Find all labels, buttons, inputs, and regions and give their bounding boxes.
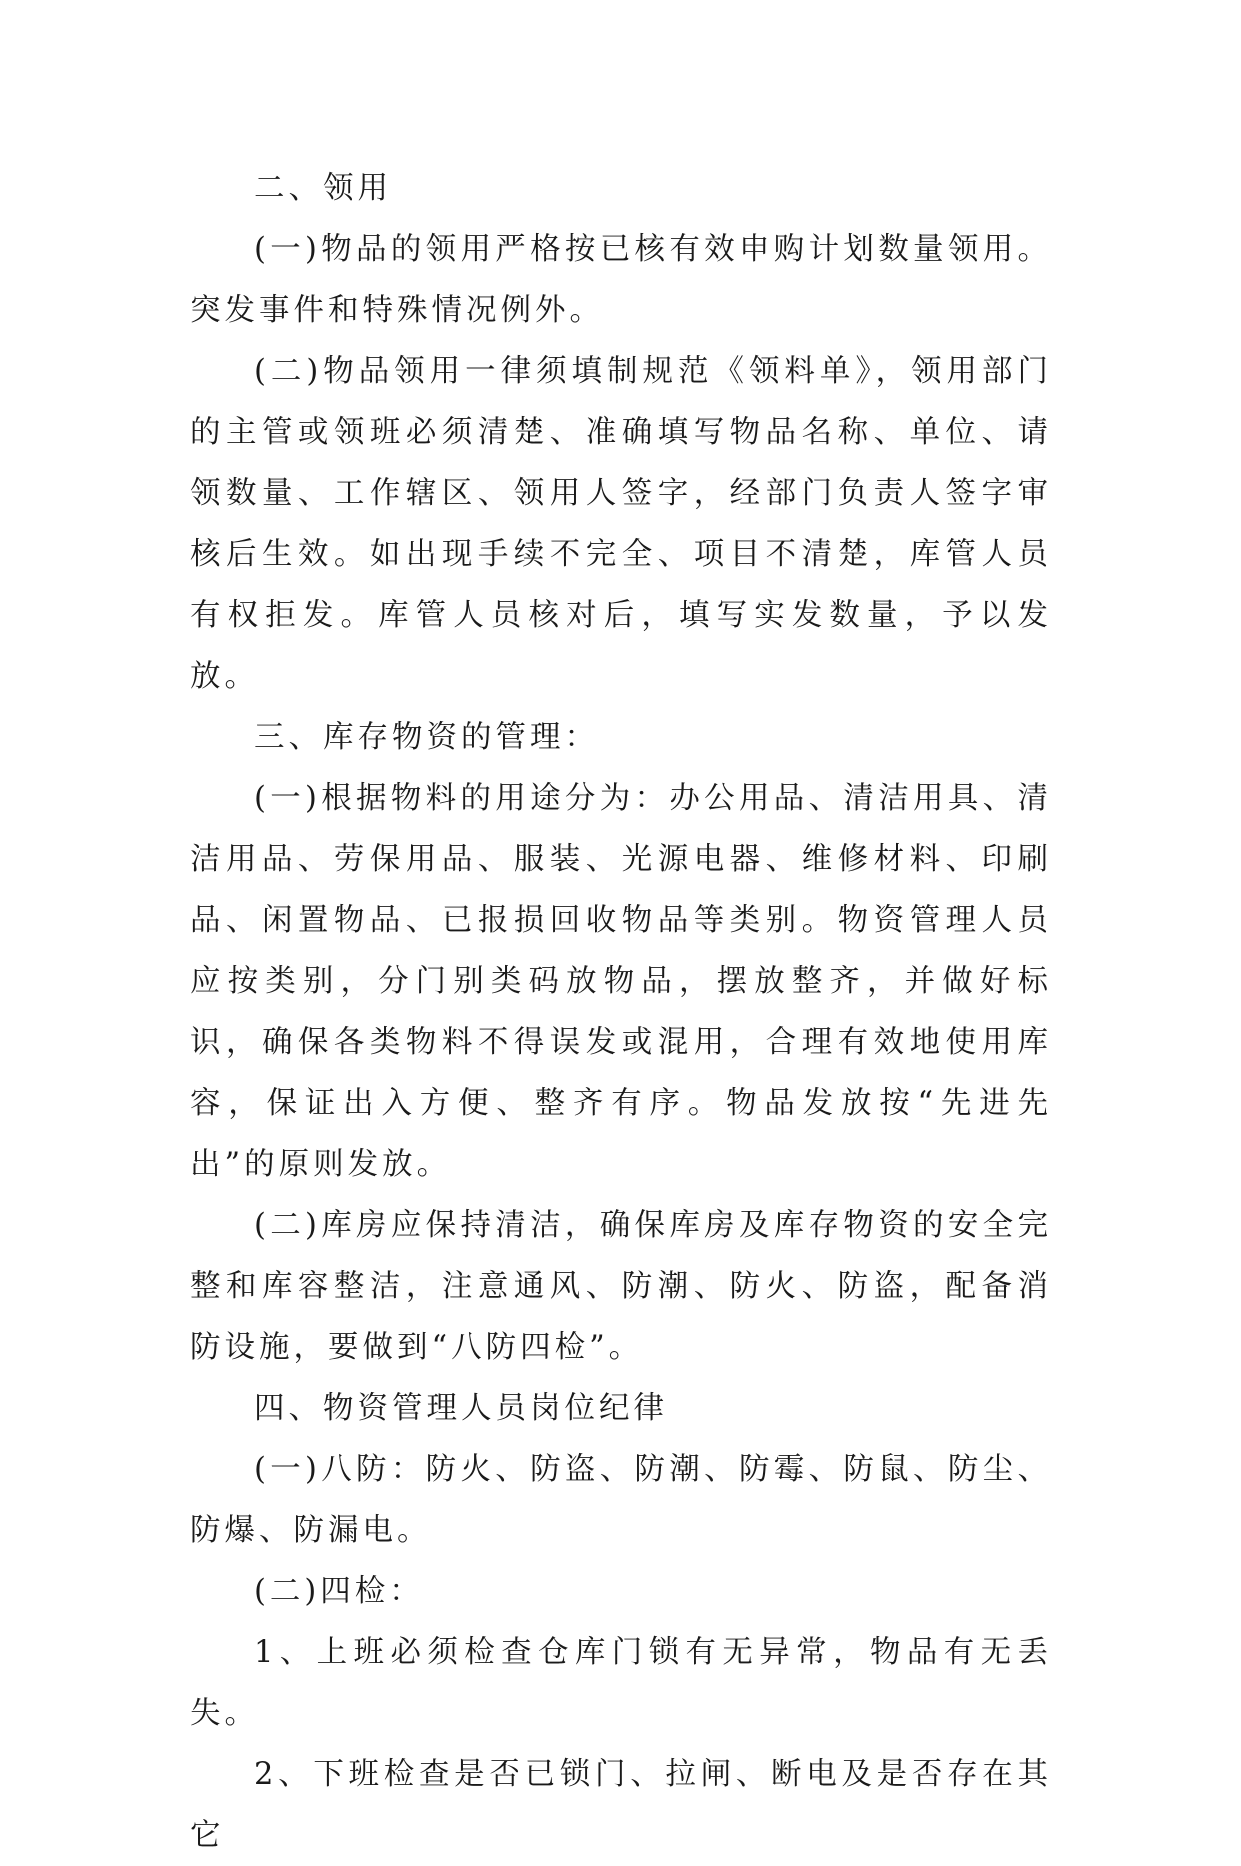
section-heading-inventory: 三、库存物资的管理：	[254, 720, 599, 755]
paragraph: (一)物品的领用严格按已核有效申购计划数量领用。突发事件和特殊情况例外。	[190, 232, 1052, 328]
paragraph: (二)四检：	[254, 1574, 424, 1609]
document-body	[190, 158, 1052, 1866]
paragraph: (二)物品领用一律须填制规范《领料单》，领用部门的主管或领班必须清楚、准确填写物品名称、单位、请领数量、工作辖区、领用人签字，经部门负责人签字审核后生效。如出现手续不完全、项目不清楚，库管人员有权拒发。库管人员核对后，填写实发数量，予以发放。	[190, 354, 1052, 694]
list-item: 2、下班检查是否已锁门、拉闸、断电及是否存在其它	[190, 1757, 1052, 1853]
paragraph: (一)根据物料的用途分为：办公用品、清洁用具、清洁用品、劳保用品、服装、光源电器、维修材料、印刷品、闲置物品、已报损回收物品等类别。物资管理人员应按类别，分门别类码放物品，摆放整齐，并做好标识，确保各类物料不得误发或混用，合理有效地使用库容，保证出入方便、整齐有序。物品发放按“先进先出”的原则发放。	[190, 781, 1052, 1182]
paragraph: (二)库房应保持清洁，确保库房及库存物资的安全完整和库容整洁，注意通风、防潮、防火、防盗，配备消防设施，要做到“八防四检”。	[190, 1208, 1052, 1365]
list-item: 1、上班必须检查仓库门锁有无异常，物品有无丢失。	[190, 1635, 1052, 1731]
paragraph: (一)八防：防火、防盗、防潮、防霉、防鼠、防尘、防爆、防漏电。	[190, 1452, 1052, 1548]
section-heading-discipline: 四、物资管理人员岗位纪律	[254, 1391, 668, 1426]
section-heading-requisition: 二、领用	[254, 171, 392, 206]
